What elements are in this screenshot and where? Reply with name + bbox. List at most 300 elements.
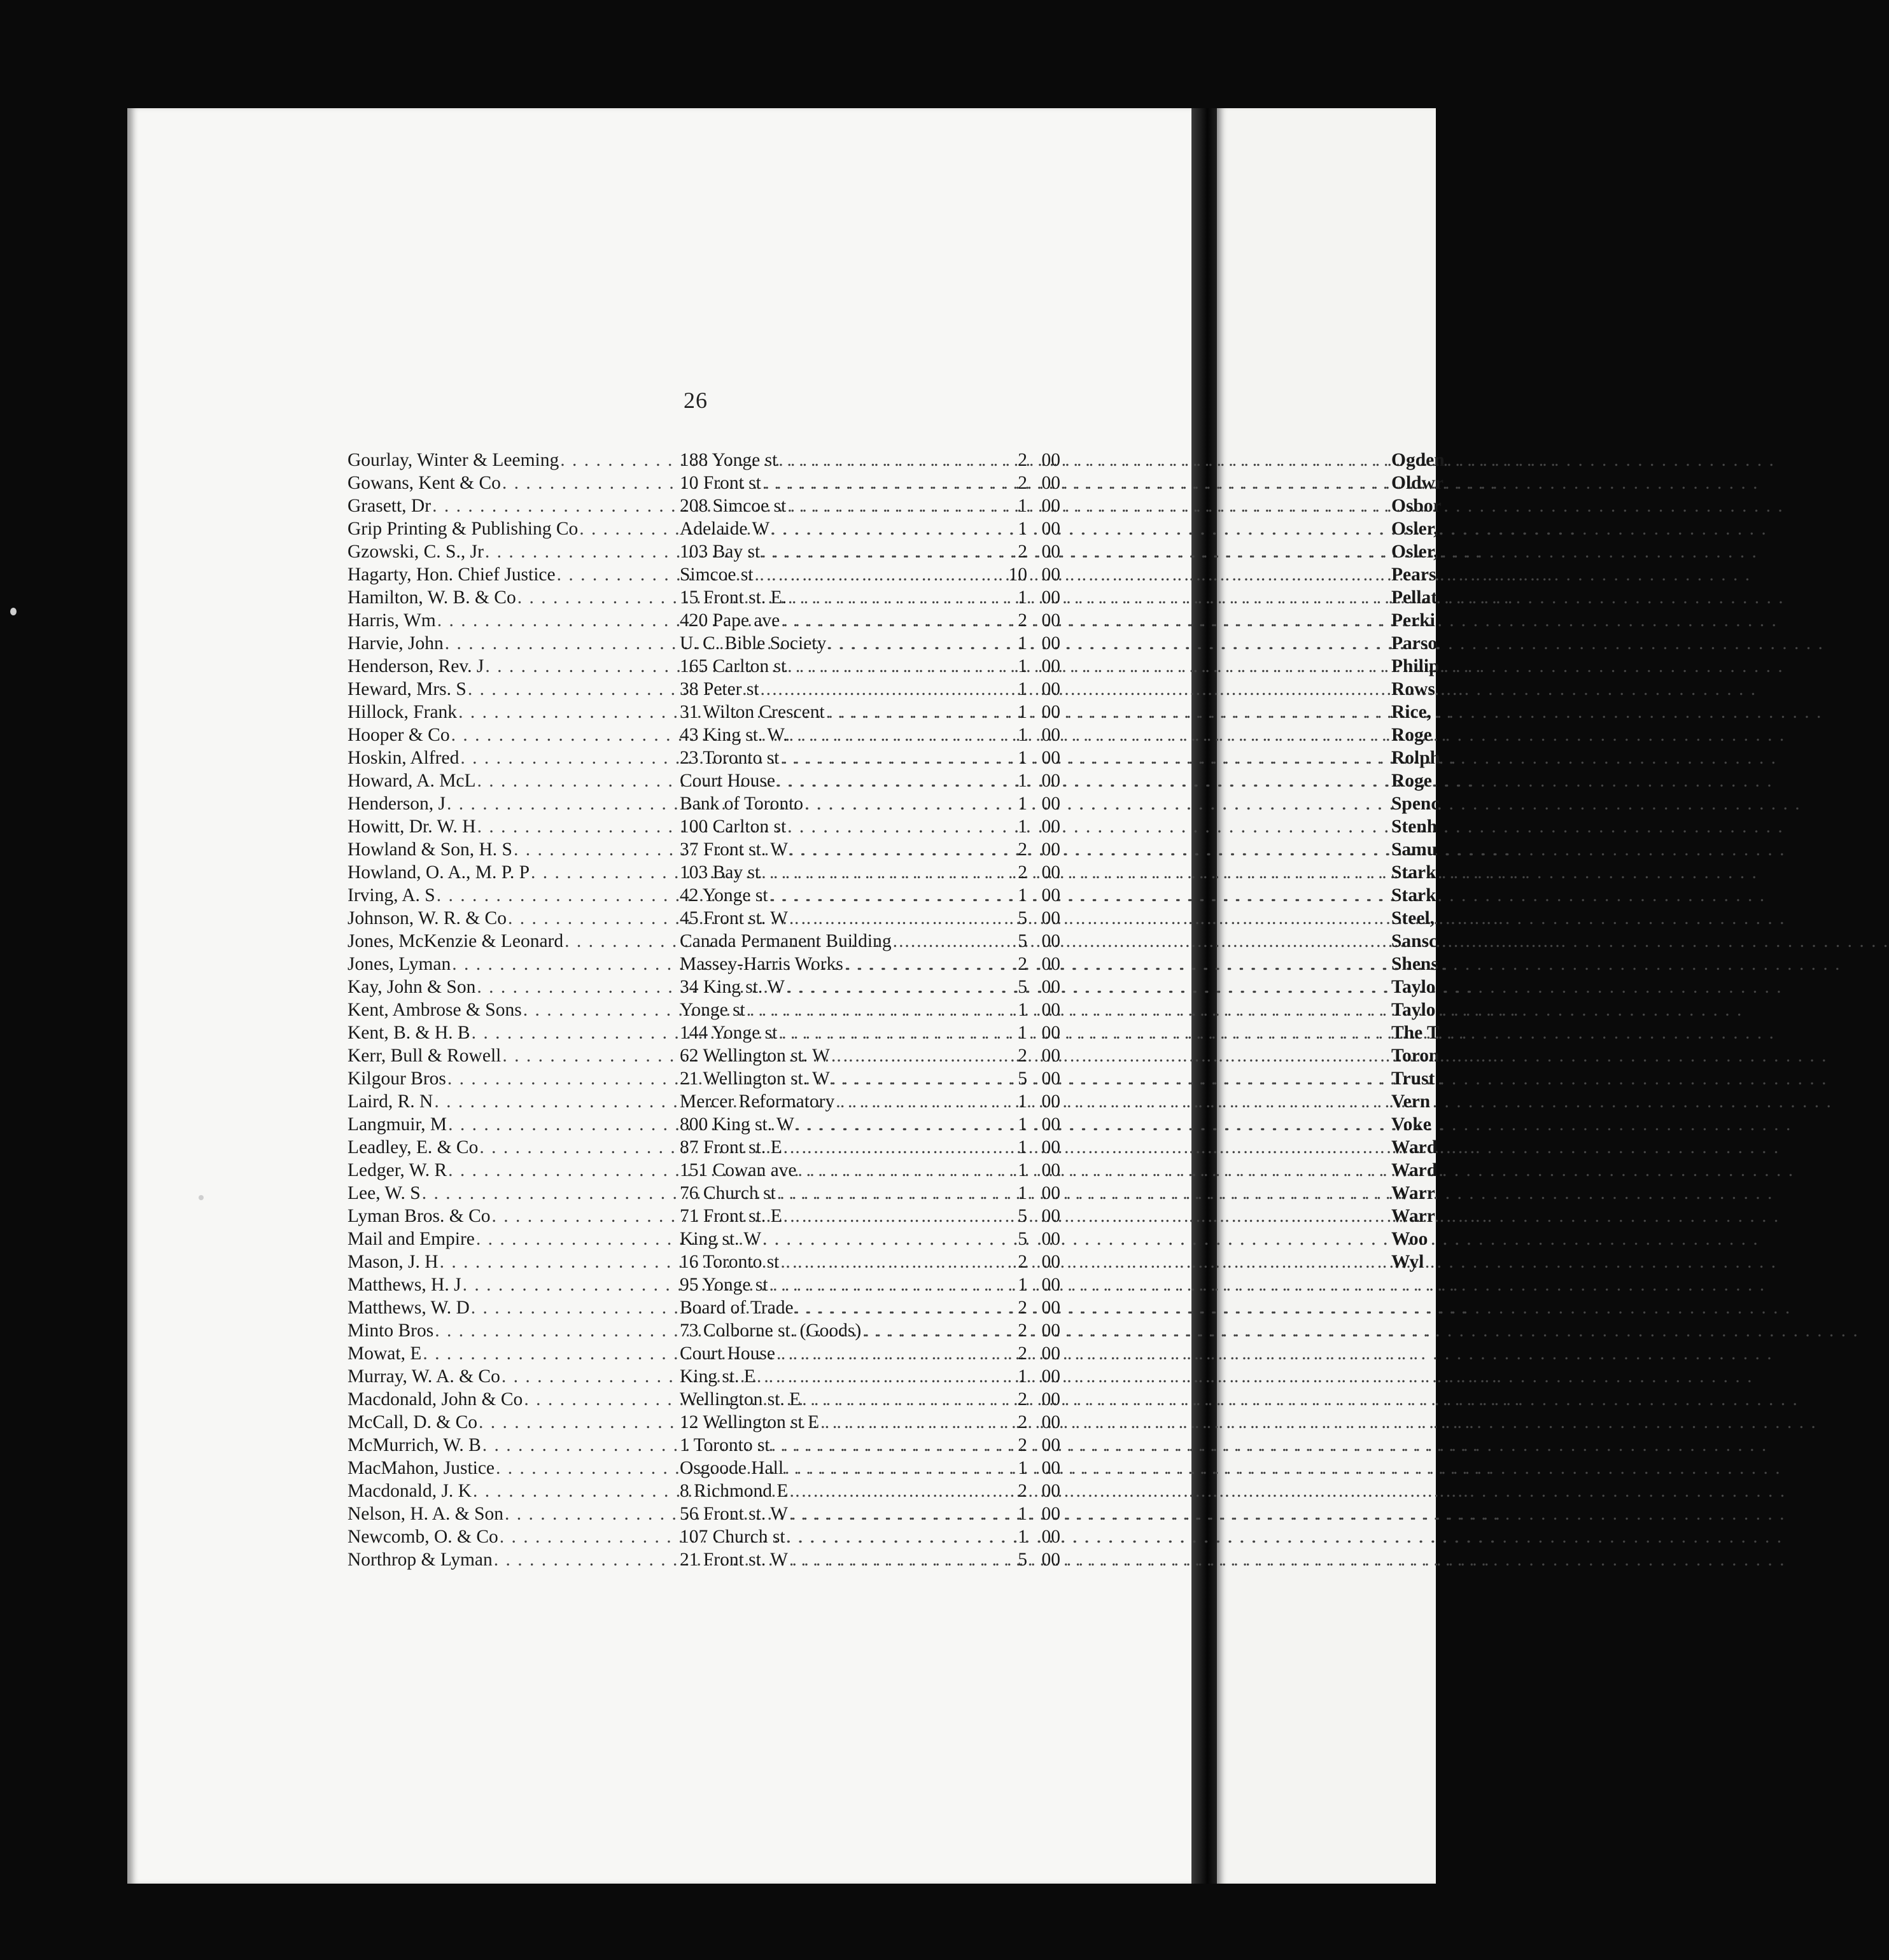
subscriber-address: 73 Colborne st. (Goods) <box>680 1320 862 1341</box>
amount-cents: 00 <box>1041 587 1060 608</box>
amount-cents: 00 <box>1041 450 1060 470</box>
right-page-subscriber-name: Parso <box>1391 633 1438 654</box>
dot-leader <box>760 540 1758 563</box>
subscriber-name-column <box>348 930 677 953</box>
subscriber-entry <box>348 1182 1060 1205</box>
amount <box>992 998 1060 1021</box>
dot-leader <box>794 1296 1792 1319</box>
subscriber-address: 76 Church st <box>680 1183 776 1203</box>
subscriber-entry <box>348 1021 1060 1044</box>
subscriber-name: Lee, W. S <box>348 1183 421 1203</box>
amount-cents: 00 <box>1041 748 1060 768</box>
right-page-subscriber-name: Pellat <box>1391 587 1438 608</box>
amount-cents: 00 <box>1041 1298 1060 1318</box>
subscriber-entry <box>348 563 1060 586</box>
address-column <box>677 472 992 494</box>
subscriber-name: Howland, O. A., M. P. P <box>348 862 530 883</box>
amount-dollars: 5 <box>1018 931 1027 951</box>
amount-cents: 00 <box>1041 1206 1060 1226</box>
amount-dollars: 2 <box>1018 862 1027 883</box>
right-page-subscriber-name: Roge <box>1391 771 1432 791</box>
right-page-subscriber-name: Osbor <box>1391 496 1442 516</box>
subscriber-address: 16 Toronto st <box>680 1252 780 1272</box>
dot-leader <box>788 724 1786 746</box>
subscriber-entry <box>348 517 1060 540</box>
amount-cents: 00 <box>1041 519 1060 539</box>
amount-cents: 00 <box>1041 702 1060 722</box>
subscriber-name: Northrop & Lyman <box>348 1550 493 1570</box>
right-page-subscriber-name: Samu <box>1391 839 1438 860</box>
address-column <box>677 1090 992 1113</box>
dot-leader <box>777 449 1775 472</box>
right-page-subscriber-name: Ward <box>1391 1160 1438 1180</box>
subscriber-name-column <box>348 1525 677 1548</box>
subscriber-name: Jones, Lyman <box>348 954 451 974</box>
amount <box>992 1502 1060 1525</box>
amount <box>992 746 1060 769</box>
subscriber-name: Howitt, Dr. W. H <box>348 816 476 837</box>
address-column <box>677 1136 992 1159</box>
subscriber-address: U. C. Bible Society <box>680 633 827 654</box>
dot-leader <box>830 1044 1828 1067</box>
amount <box>992 884 1060 907</box>
amount <box>992 769 1060 792</box>
address-column <box>677 792 992 815</box>
dot-leader <box>780 609 1778 632</box>
amount-cents: 00 <box>1041 839 1060 860</box>
amount <box>992 1021 1060 1044</box>
dot-leader <box>782 1136 1780 1159</box>
subscriber-name-column <box>348 976 677 998</box>
dot-leader <box>777 1021 1775 1044</box>
amount-cents: 00 <box>1041 1481 1060 1501</box>
subscriber-name: Newcomb, O. & Co <box>348 1527 498 1547</box>
subscriber-name-column <box>348 494 677 517</box>
right-page-subscriber-name: Ogden <box>1391 450 1445 470</box>
amount-cents: 00 <box>1041 1229 1060 1249</box>
subscriber-address: 103 Bay st <box>680 542 761 562</box>
dot-leader <box>754 563 1752 586</box>
amount-cents: 00 <box>1041 1320 1060 1341</box>
subscriber-name-column <box>348 1296 677 1319</box>
subscriber-entry <box>348 792 1060 815</box>
subscriber-name-column <box>348 1342 677 1365</box>
subscriber-address: 38 Peter st <box>680 679 759 699</box>
amount-cents: 00 <box>1041 1160 1060 1180</box>
subscriber-entry <box>348 1525 1060 1548</box>
amount <box>992 953 1060 976</box>
amount-cents: 00 <box>1041 771 1060 791</box>
amount <box>992 792 1060 815</box>
amount-dollars: 1 <box>1018 1160 1027 1180</box>
subscriber-entry <box>348 1044 1060 1067</box>
subscriber-entry <box>348 609 1060 632</box>
address-column <box>677 1319 992 1342</box>
subscriber-name: Mail and Empire <box>348 1229 475 1249</box>
amount-dollars: 2 <box>1018 1298 1027 1318</box>
subscriber-address: 15 Front st. E. <box>680 587 787 608</box>
subscriber-address: 31 Wilton Crescent <box>680 702 825 722</box>
dot-leader <box>788 1480 1786 1502</box>
amount-cents: 00 <box>1041 1458 1060 1478</box>
amount-cents: 00 <box>1041 610 1060 631</box>
amount-dollars: 1 <box>1018 1458 1027 1478</box>
subscriber-address: Adelaide W <box>680 519 770 539</box>
subscriber-entry <box>348 1388 1060 1411</box>
amount <box>992 609 1060 632</box>
subscriber-address: 100 Carlton st <box>680 816 787 837</box>
subscriber-entry <box>348 724 1060 746</box>
amount-cents: 00 <box>1041 885 1060 906</box>
subscriber-entry <box>348 1365 1060 1388</box>
amount <box>992 540 1060 563</box>
dot-leader <box>783 1457 1781 1480</box>
address-column <box>677 1067 992 1090</box>
subscriber-entry <box>348 1342 1060 1365</box>
address-column <box>677 632 992 655</box>
amount-cents: 00 <box>1041 633 1060 654</box>
address-column <box>677 1182 992 1205</box>
amount <box>992 655 1060 678</box>
subscriber-name-column <box>348 517 677 540</box>
subscriber-entry <box>348 1067 1060 1090</box>
subscriber-address: 208 Simcoe st <box>680 496 787 516</box>
subscriber-address: 107 Church st <box>680 1527 785 1547</box>
dot-leader <box>788 1548 1786 1571</box>
subscriber-name: Kent, Ambrose & Sons <box>348 1000 522 1020</box>
amount <box>992 1480 1060 1502</box>
subscriber-address: 420 Pape ave <box>680 610 780 631</box>
amount-cents: 00 <box>1041 1046 1060 1066</box>
subscriber-name: Grip Printing & Publishing Co <box>348 519 579 539</box>
subscriber-name: Lyman Bros. & Co <box>348 1206 491 1226</box>
right-page-subscriber-name: Toron <box>1391 1046 1440 1066</box>
address-column <box>677 1228 992 1250</box>
amount-dollars: 2 <box>1018 1435 1027 1455</box>
subscriber-address: Massey-Harris Works <box>680 954 843 974</box>
subscriber-name: Gzowski, C. S., Jr <box>348 542 484 562</box>
subscriber-name-column <box>348 655 677 678</box>
amount <box>992 586 1060 609</box>
subscriber-name-column <box>348 1480 677 1502</box>
right-page-subscriber-name: The T <box>1391 1023 1440 1043</box>
subscriber-name-column <box>348 1457 677 1480</box>
right-page-subscriber-name: Osler, <box>1391 519 1438 539</box>
right-page-subscriber-name: Vern <box>1391 1091 1431 1112</box>
address-column <box>677 1021 992 1044</box>
dot-leader <box>826 632 1824 655</box>
amount-cents: 00 <box>1041 1252 1060 1272</box>
subscriber-entry <box>348 769 1060 792</box>
address-column <box>677 769 992 792</box>
right-page-subscriber-name: Trust <box>1391 1068 1435 1089</box>
subscriber-entry <box>348 838 1060 861</box>
subscriber-name: Murray, W. A. & Co <box>348 1366 500 1387</box>
subscriber-name: Gourlay, Winter & Leeming <box>348 450 559 470</box>
subscriber-list <box>348 449 1060 1571</box>
subscriber-name-column <box>348 1502 677 1525</box>
subscriber-entry <box>348 884 1060 907</box>
subscriber-name: Laird, R. N <box>348 1091 433 1112</box>
amount <box>992 1090 1060 1113</box>
subscriber-name-column <box>348 1548 677 1571</box>
subscriber-name-column <box>348 472 677 494</box>
subscriber-address: 144 Yonge st <box>680 1023 778 1043</box>
right-page-subscriber-name: Spenc <box>1391 794 1440 814</box>
right-page-subscriber-name: Taylo <box>1391 1000 1436 1020</box>
amount <box>992 1067 1060 1090</box>
amount <box>992 1113 1060 1136</box>
subscriber-name-column <box>348 563 677 586</box>
amount-cents: 00 <box>1041 725 1060 745</box>
subscriber-name-column <box>348 1365 677 1388</box>
amount-dollars: 1 <box>1018 771 1027 791</box>
amount <box>992 1250 1060 1273</box>
amount <box>992 838 1060 861</box>
dot-leader <box>745 998 1743 1021</box>
dot-leader <box>785 976 1783 998</box>
subscriber-name: Heward, Mrs. S <box>348 679 467 699</box>
amount-dollars: 1 <box>1018 1183 1027 1203</box>
subscriber-address: 43 King st. W. <box>680 725 788 745</box>
subscriber-name: Macdonald, John & Co <box>348 1389 523 1410</box>
address-column <box>677 884 992 907</box>
subscriber-name-column <box>348 953 677 976</box>
dot-leader <box>761 472 1759 494</box>
amount <box>992 1388 1060 1411</box>
amount-dollars: 1 <box>1018 1137 1027 1158</box>
amount <box>992 1319 1060 1342</box>
subscriber-name-column <box>348 861 677 884</box>
subscriber-name-column <box>348 701 677 724</box>
amount-dollars: 5 <box>1018 1206 1027 1226</box>
dot-leader <box>769 517 1767 540</box>
amount <box>992 930 1060 953</box>
address-column <box>677 609 992 632</box>
dot-leader <box>760 861 1758 884</box>
address-column <box>677 1502 992 1525</box>
amount-cents: 00 <box>1041 862 1060 883</box>
right-page-subscriber-name: Voke <box>1391 1114 1431 1135</box>
subscriber-name-column <box>348 1411 677 1434</box>
amount <box>992 1411 1060 1434</box>
right-page-subscriber-name: Steel, <box>1391 908 1435 928</box>
dot-leader <box>770 1434 1768 1457</box>
subscriber-entry <box>348 930 1060 953</box>
subscriber-name-column <box>348 724 677 746</box>
subscriber-name-column <box>348 1113 677 1136</box>
amount-dollars: 1 <box>1018 633 1027 654</box>
amount <box>992 1457 1060 1480</box>
subscriber-entry <box>348 1273 1060 1296</box>
subscriber-address: Court House <box>680 1343 775 1364</box>
subscriber-name: Mowat, E <box>348 1343 422 1364</box>
dot-leader <box>768 1273 1766 1296</box>
subscriber-name: Matthews, H. J <box>348 1275 461 1295</box>
amount <box>992 1136 1060 1159</box>
amount-cents: 00 <box>1041 1412 1060 1432</box>
amount-dollars: 5 <box>1018 977 1027 997</box>
subscriber-name: Grasett, Dr <box>348 496 432 516</box>
address-column <box>677 1296 992 1319</box>
subscriber-name-column <box>348 838 677 861</box>
amount-dollars: 2 <box>1018 610 1027 631</box>
dot-leader <box>794 1113 1792 1136</box>
amount-cents: 00 <box>1041 908 1060 928</box>
amount <box>992 517 1060 540</box>
amount <box>992 1044 1060 1067</box>
amount-cents: 00 <box>1041 1435 1060 1455</box>
amount-cents: 00 <box>1041 1023 1060 1043</box>
dot-leader <box>775 769 1773 792</box>
subscriber-address: 56 Front st. W <box>680 1504 788 1524</box>
amount-dollars: 1 <box>1018 725 1027 745</box>
amount <box>992 1342 1060 1365</box>
subscriber-address: 151 Cowan ave <box>680 1160 797 1180</box>
amount-dollars: 5 <box>1018 1550 1027 1570</box>
subscriber-name: Hoskin, Alfred <box>348 748 460 768</box>
right-page-subscriber-name: Rows <box>1391 679 1435 699</box>
amount <box>992 563 1060 586</box>
right-page-subscriber-name: Stenh <box>1391 816 1438 837</box>
dot-leader <box>776 1182 1774 1205</box>
dot-leader <box>788 838 1786 861</box>
address-column <box>677 1457 992 1480</box>
amount-cents: 00 <box>1041 542 1060 562</box>
dust-speck <box>199 1195 204 1200</box>
amount-cents: 00 <box>1041 1000 1060 1020</box>
dot-leader <box>786 815 1784 838</box>
address-column <box>677 1548 992 1571</box>
subscriber-entry <box>348 815 1060 838</box>
subscriber-address: Osgoode Hall <box>680 1458 784 1478</box>
dot-leader <box>830 1067 1828 1090</box>
amount <box>992 1525 1060 1548</box>
dot-leader <box>759 678 1757 701</box>
subscriber-address: 95 Yonge st <box>680 1275 768 1295</box>
address-column <box>677 1159 992 1182</box>
dot-leader <box>782 1205 1780 1228</box>
subscriber-address: 37 Front st. W <box>680 839 788 860</box>
subscriber-address: 103 Bay st <box>680 862 761 883</box>
dot-leader <box>755 1365 1753 1388</box>
right-page-subscriber-name: Ward <box>1391 1137 1438 1158</box>
amount <box>992 1205 1060 1228</box>
amount-dollars: 1 <box>1018 1023 1027 1043</box>
dot-leader <box>825 701 1823 724</box>
subscriber-address: Board of Trade <box>680 1298 794 1318</box>
subscriber-name: MacMahon, Justice <box>348 1458 495 1478</box>
dot-leader <box>797 1159 1795 1182</box>
subscriber-name: Ledger, W. R <box>348 1160 447 1180</box>
subscriber-entry <box>348 586 1060 609</box>
address-column <box>677 1273 992 1296</box>
subscriber-name-column <box>348 1044 677 1067</box>
subscriber-name: Hooper & Co <box>348 725 450 745</box>
amount-dollars: 1 <box>1018 748 1027 768</box>
subscriber-address: King st. E <box>680 1366 755 1387</box>
dot-leader <box>768 884 1766 907</box>
amount <box>992 1434 1060 1457</box>
subscriber-name: Mason, J. H <box>348 1252 439 1272</box>
right-page-subscriber-name: Taylo <box>1391 977 1436 997</box>
amount-cents: 00 <box>1041 1091 1060 1112</box>
amount-dollars: 2 <box>1018 1412 1027 1432</box>
address-column <box>677 746 992 769</box>
subscriber-entry <box>348 907 1060 930</box>
subscriber-address: 800 King st. W <box>680 1114 794 1135</box>
subscriber-entry <box>348 655 1060 678</box>
right-page-subscriber-name: Sansc <box>1391 931 1438 951</box>
subscriber-address: 165 Carlton st <box>680 656 787 676</box>
subscriber-address: 188 Yonge st <box>680 450 778 470</box>
subscriber-name: Jones, McKenzie & Leonard <box>348 931 564 951</box>
subscriber-name: Henderson, J <box>348 794 446 814</box>
amount <box>992 472 1060 494</box>
address-column <box>677 655 992 678</box>
amount <box>992 632 1060 655</box>
address-column <box>677 838 992 861</box>
amount-cents: 00 <box>1041 1389 1060 1410</box>
subscriber-name-column <box>348 1319 677 1342</box>
address-column <box>677 678 992 701</box>
address-column <box>677 907 992 930</box>
amount-dollars: 1 <box>1018 1091 1027 1112</box>
subscriber-name-column <box>348 1067 677 1090</box>
address-column <box>677 998 992 1021</box>
address-column <box>677 1205 992 1228</box>
amount-cents: 00 <box>1041 816 1060 837</box>
subscriber-address: Mercer Reformatory <box>680 1091 835 1112</box>
amount-dollars: 1 <box>1018 496 1027 516</box>
subscriber-name-column <box>348 746 677 769</box>
subscriber-entry <box>348 1250 1060 1273</box>
address-column <box>677 1388 992 1411</box>
right-page-subscriber-name: Shens <box>1391 954 1438 974</box>
subscriber-address: Yonge st <box>680 1000 745 1020</box>
subscriber-address: 45 Front st. W <box>680 908 788 928</box>
dot-leader <box>779 746 1777 769</box>
subscriber-entry <box>348 1480 1060 1502</box>
amount-cents: 00 <box>1041 1343 1060 1364</box>
subscriber-name-column <box>348 1434 677 1457</box>
subscriber-entry <box>348 701 1060 724</box>
amount-dollars: 5 <box>1018 1229 1027 1249</box>
address-column <box>677 517 992 540</box>
address-column <box>677 494 992 517</box>
subscriber-address: 8 Richmond E <box>680 1481 789 1501</box>
subscriber-name: Henderson, Rev. J <box>348 656 484 676</box>
amount-dollars: 2 <box>1018 450 1027 470</box>
subscriber-name: Hagarty, Hon. Chief Justice <box>348 564 556 585</box>
subscriber-name: Johnson, W. R. & Co <box>348 908 507 928</box>
amount-cents: 00 <box>1041 496 1060 516</box>
right-page-subscriber-name: Philip <box>1391 656 1440 676</box>
amount-cents: 00 <box>1041 1527 1060 1547</box>
amount-dollars: 2 <box>1018 954 1027 974</box>
address-column <box>677 701 992 724</box>
dot-leader <box>787 586 1785 609</box>
subscriber-entry <box>348 494 1060 517</box>
subscriber-entry <box>348 861 1060 884</box>
subscriber-name-column <box>348 449 677 472</box>
address-column <box>677 540 992 563</box>
subscriber-address: Wellington st. E <box>680 1389 801 1410</box>
amount-dollars: 1 <box>1018 1114 1027 1135</box>
dot-leader <box>786 494 1784 517</box>
subscriber-name-column <box>348 769 677 792</box>
right-page-subscriber-name: Rice, <box>1391 702 1432 722</box>
